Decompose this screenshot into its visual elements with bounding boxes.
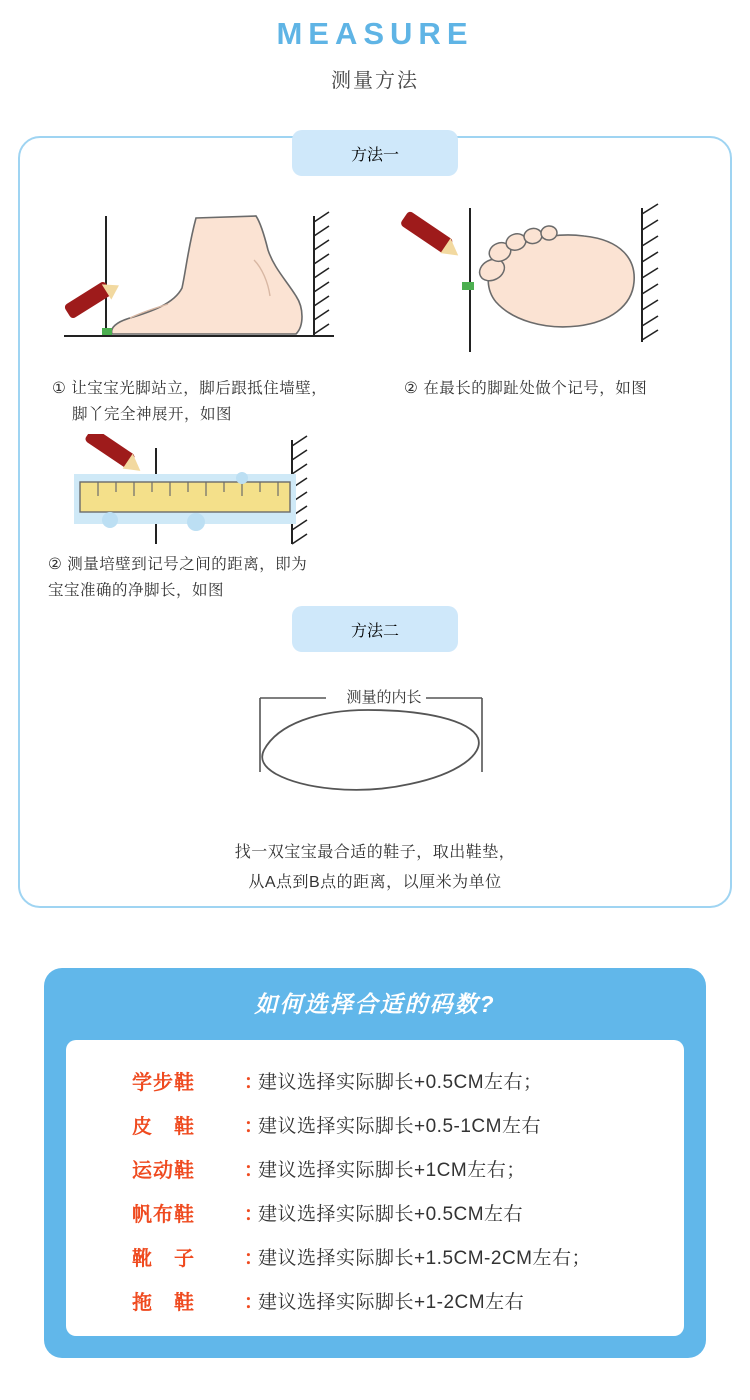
page-subtitle: 测量方法 [331,70,419,92]
size-row-label: 帆布鞋 [132,1203,195,1226]
step-three-marker: ② [48,556,63,573]
step-two-caption [404,376,724,402]
method-one-badge-label: 方法一 [350,146,399,164]
foot-side-view-illustration [46,208,336,368]
size-row [66,1102,684,1146]
size-row-colon: ： [244,1203,264,1225]
size-row-desc: 建议选择实际脚长+0.5-1CM左右 [258,1115,541,1137]
size-row [66,1146,684,1190]
step-two-marker: ② [404,380,419,397]
step-one-line1: 让宝宝光脚站立，脚后跟抵住墙壁， [71,380,328,397]
size-row-desc: 建议选择实际脚长+0.5CM左右 [258,1203,524,1225]
size-panel-list [66,1040,684,1336]
size-row-colon: ： [244,1159,264,1181]
method-two-caption-line1: 找一双宝宝最合适的鞋子，取出鞋垫， [234,844,516,861]
step-three-caption [48,552,408,605]
size-row-label: 运动鞋 [132,1159,195,1182]
page-header [0,0,750,93]
step-one-marker: ① [52,380,67,397]
size-row-colon: ： [244,1247,264,1269]
method-one-badge [292,130,458,176]
method-two-caption-line2: 从A点到B点的距离，以厘米为单位 [248,874,502,892]
step-three-line2: 宝宝准确的净脚长，如图 [48,582,225,600]
insole-illustration [234,676,534,836]
size-panel-title: 如何选择合适的码数? [254,991,496,1017]
method-two-badge [292,606,458,652]
step-three-line1: 测量培壁到记号之间的距离，即为 [67,556,308,573]
size-row-label: 拖 鞋 [132,1291,195,1314]
size-row-colon: ： [244,1115,264,1137]
ruler-measure-illustration [46,434,336,564]
pencil-icon [400,210,464,262]
size-row-colon: ： [244,1071,264,1093]
size-row-desc: 建议选择实际脚长+0.5CM左右； [258,1071,543,1093]
pencil-icon [63,277,123,320]
step-one-caption [52,376,372,429]
method-two-caption [20,838,730,899]
step-two-line1: 在最长的脚趾处做个记号，如图 [423,380,648,397]
size-selection-panel [44,968,706,1358]
size-row-colon: ： [244,1291,264,1313]
size-row-label: 皮 鞋 [132,1115,195,1138]
size-row [66,1190,684,1234]
method-two-badge-label: 方法二 [350,622,399,640]
size-row [66,1278,684,1322]
size-row-label: 靴 子 [132,1247,195,1270]
size-row [66,1058,684,1102]
size-row-desc: 建议选择实际脚长+1-2CM左右 [258,1291,525,1313]
page-title: MEASURE [276,16,474,51]
foot-top-view-illustration [384,202,684,372]
inner-length-label: 测量的内长 [346,689,422,706]
measure-card [18,136,732,908]
size-row-label: 学步鞋 [132,1071,195,1094]
step-one-line2: 脚丫完全神展开，如图 [72,406,233,424]
pencil-icon [84,434,146,478]
size-row-desc: 建议选择实际脚长+1CM左右； [258,1159,526,1181]
size-row [66,1234,684,1278]
size-row-desc: 建议选择实际脚长+1.5CM-2CM左右； [258,1247,591,1269]
